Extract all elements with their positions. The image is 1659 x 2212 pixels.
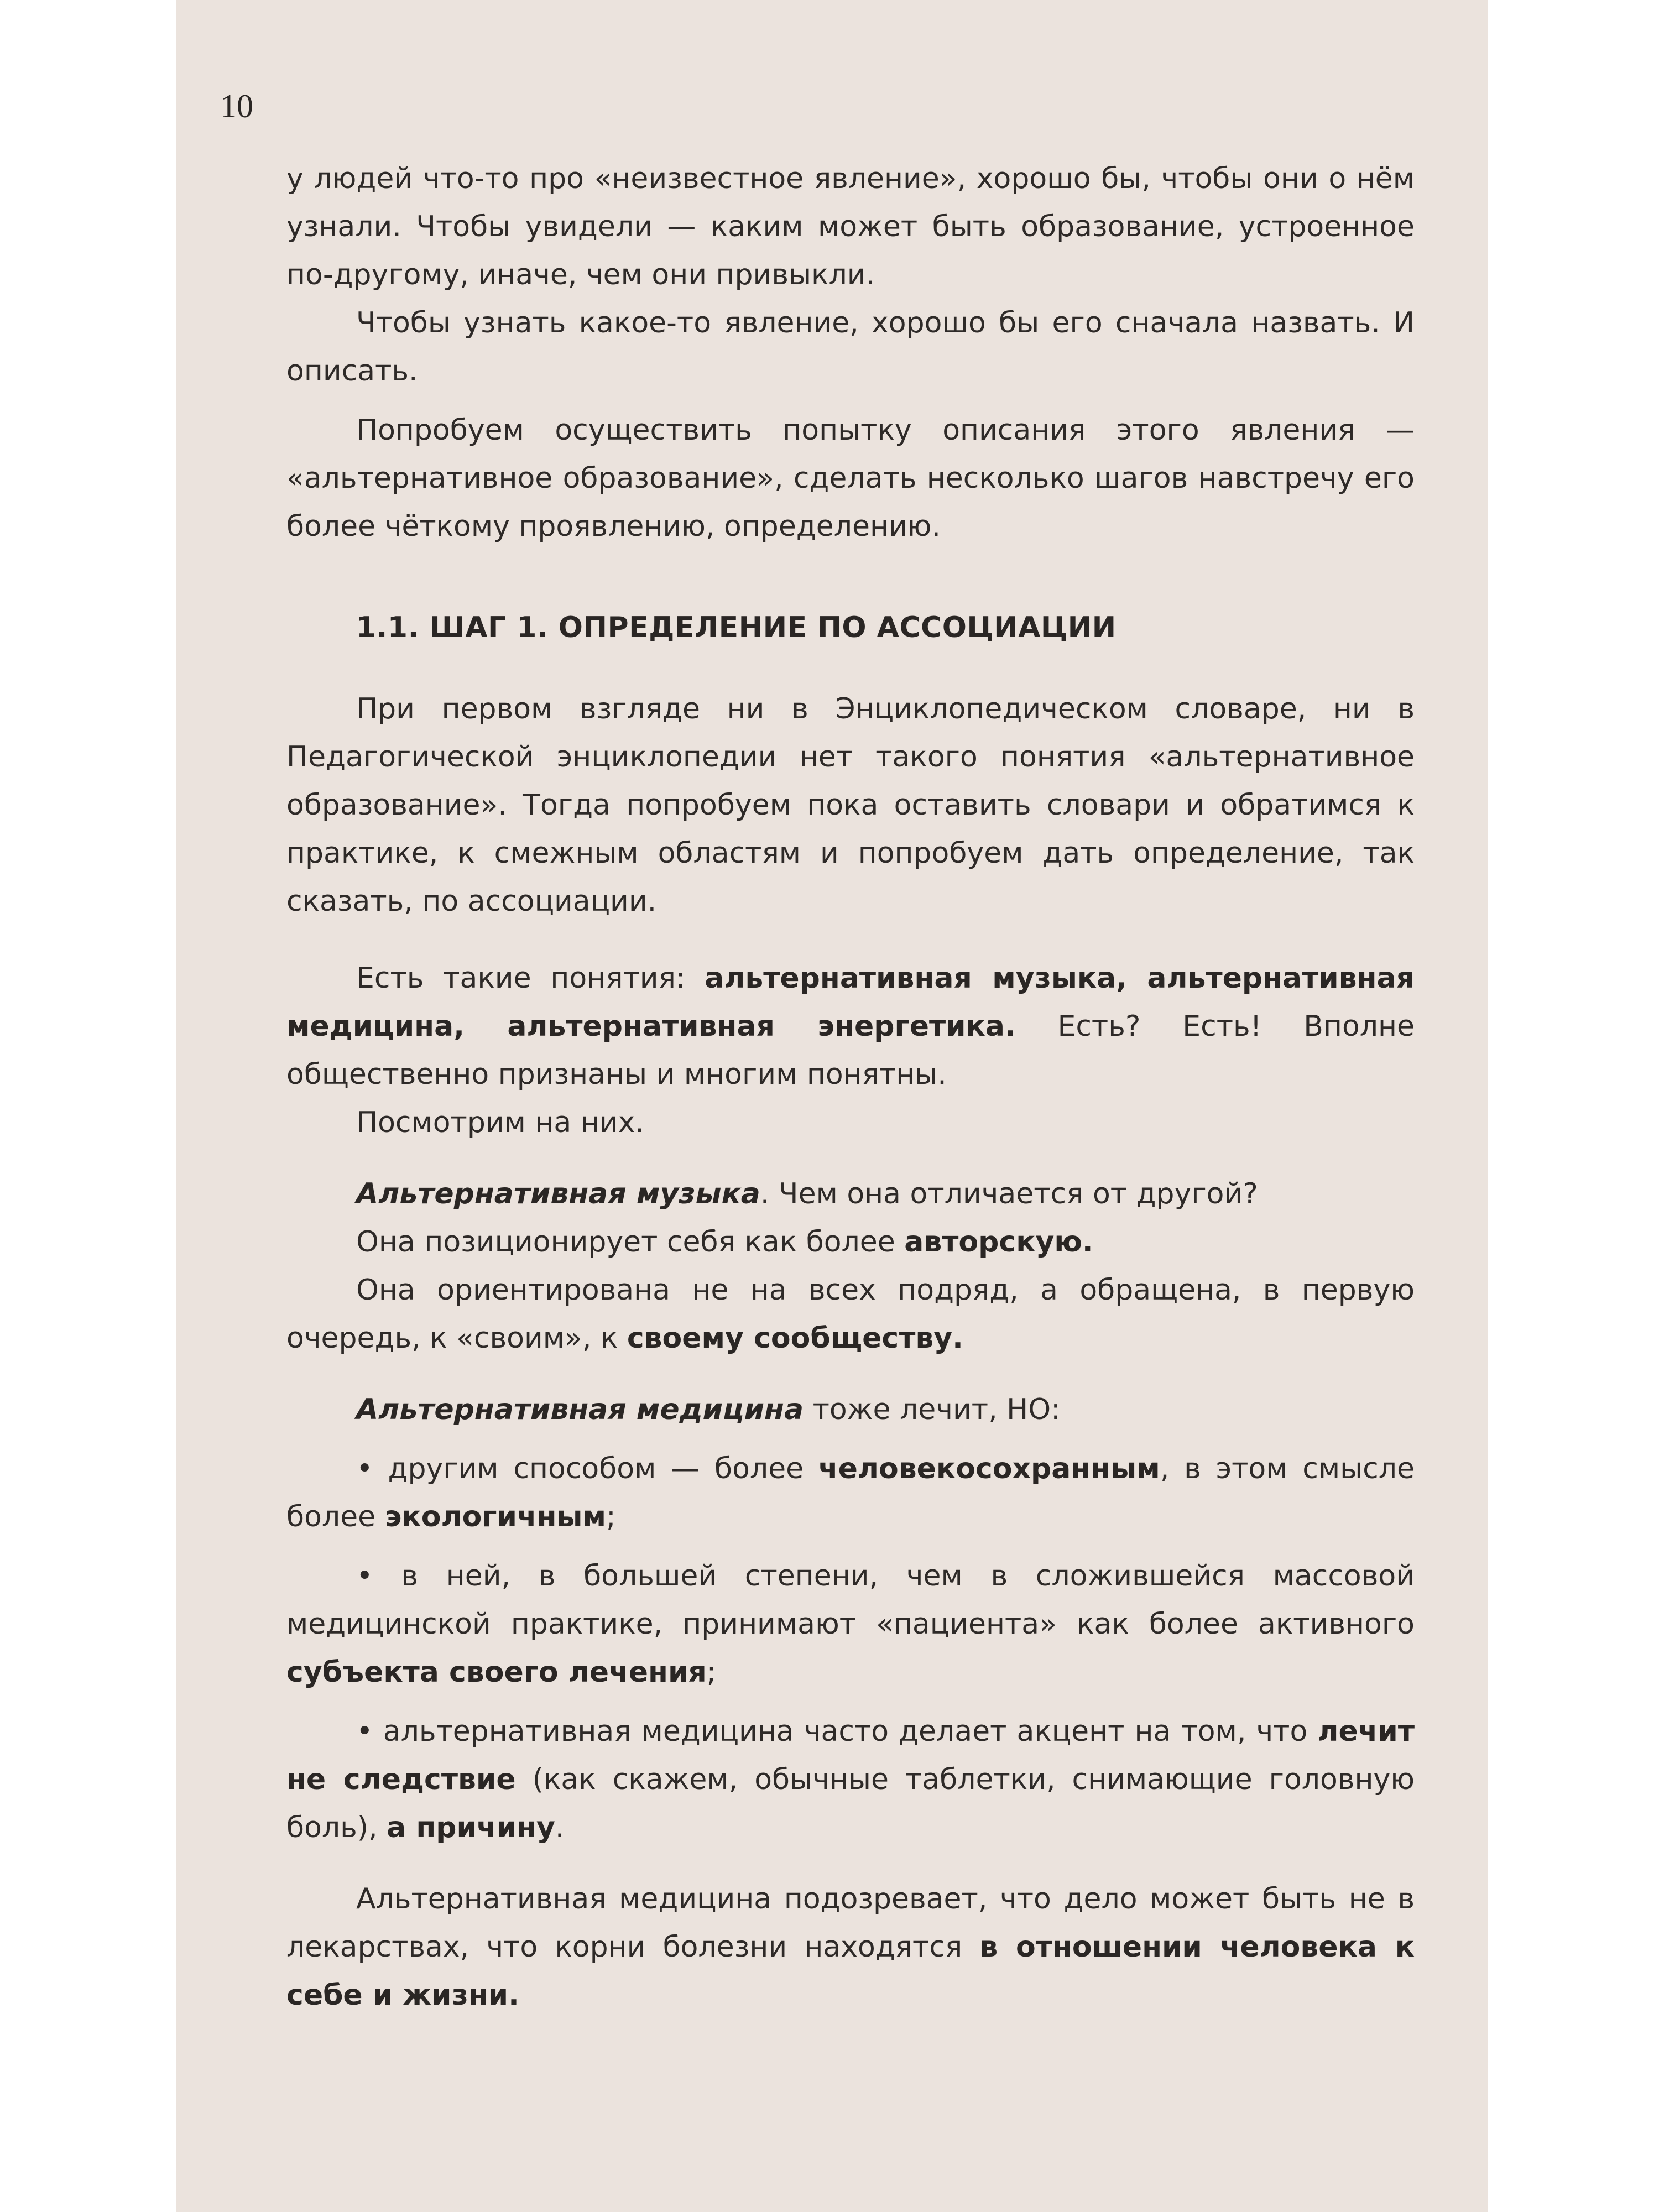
text-run: • другим способом — более	[356, 1452, 818, 1485]
bold-text: субъекта своего лечения	[286, 1656, 707, 1689]
bold-text: в отношении человека к себе и жизни.	[286, 1931, 1415, 2012]
text-run: • в ней, в большей степени, чем в сложившейся массовой медицинской практике, принимают «пациента» как более активного	[286, 1559, 1415, 1641]
text-run: Она ориентирована не на всех подряд, а обращена, в первую очередь, к «своим», к	[286, 1274, 1415, 1355]
bold-text: человекосохранным	[818, 1452, 1160, 1485]
text-run: , в этом смысле более	[286, 1452, 1415, 1533]
text-run: Она позиционирует себя как более	[356, 1225, 905, 1259]
bold-italic-text: Альтернативная музыка	[356, 1177, 760, 1211]
paragraph	[286, 1218, 1415, 1266]
bold-text: лечит не следствие	[286, 1715, 1415, 1796]
paragraph	[286, 1386, 1415, 1434]
bold-text: а причину	[387, 1811, 555, 1844]
list-item	[286, 1708, 1415, 1852]
text-run: • альтернативная медицина часто делает акцент на том, что	[356, 1715, 1318, 1748]
bold-text: авторскую.	[904, 1225, 1093, 1259]
text-run: Есть такие понятия:	[356, 962, 705, 995]
text-run: Есть? Есть! Вполне общественно признаны и многим понятны.	[286, 1010, 1415, 1091]
bold-text: своему сообществу.	[627, 1322, 963, 1355]
text-run: ;	[706, 1656, 717, 1689]
text-run: Альтернативная медицина подозревает, что дело может быть не в лекарствах, что корни болезни находятся	[286, 1882, 1415, 1964]
text-run: ;	[606, 1500, 616, 1533]
list-item	[286, 1552, 1415, 1697]
page-body	[286, 155, 1415, 2020]
paragraph: Попробуем осуществить попытку описания этого явления — «альтернативное образование», сделать несколько шагов навстречу его более чёткому проявлению, определению.	[286, 414, 1415, 543]
text-run: . Чем она отличается от другой?	[760, 1177, 1258, 1211]
paragraph: Чтобы узнать какое-то явление, хорошо бы его сначала назвать. И описать.	[286, 306, 1415, 388]
paragraph	[286, 1170, 1415, 1218]
list-item	[286, 1445, 1415, 1541]
paragraph: у людей что-то про «неизвестное явление», хорошо бы, чтобы они о нём узнали. Чтобы увидели — каким может быть образование, устроенное по-другому, иначе, чем они привыкли.	[286, 162, 1415, 291]
paragraph: При первом взгляде ни в Энциклопедическом словаре, ни в Педагогической энциклопедии нет такого понятия «альтернативное образование». Тогда попробуем пока оставить словари и обратимся к практике, к смежным областям и попробуем дать определение, так сказать, по ассоциации.	[286, 692, 1415, 918]
book-page	[176, 0, 1488, 2212]
paragraph	[286, 954, 1415, 1099]
paragraph	[286, 1266, 1415, 1363]
page-number: 10	[220, 88, 253, 124]
text-run: .	[555, 1811, 565, 1844]
section-heading: 1.1. ШАГ 1. ОПРЕДЕЛЕНИЕ ПО АССОЦИАЦИИ	[356, 611, 1117, 644]
text-run: (как скажем, обычные таблетки, снимающие головную боль),	[286, 1763, 1415, 1844]
text-run: тоже лечит, НО:	[804, 1393, 1061, 1426]
paragraph: Посмотрим на них.	[356, 1106, 644, 1139]
paragraph	[286, 1875, 1415, 2020]
bold-text: альтернативная музыка, альтернативная медицина, альтернативная энергетика.	[286, 962, 1415, 1043]
bold-text: экологичным	[384, 1500, 607, 1533]
bold-italic-text: Альтернативная медицина	[356, 1393, 804, 1426]
